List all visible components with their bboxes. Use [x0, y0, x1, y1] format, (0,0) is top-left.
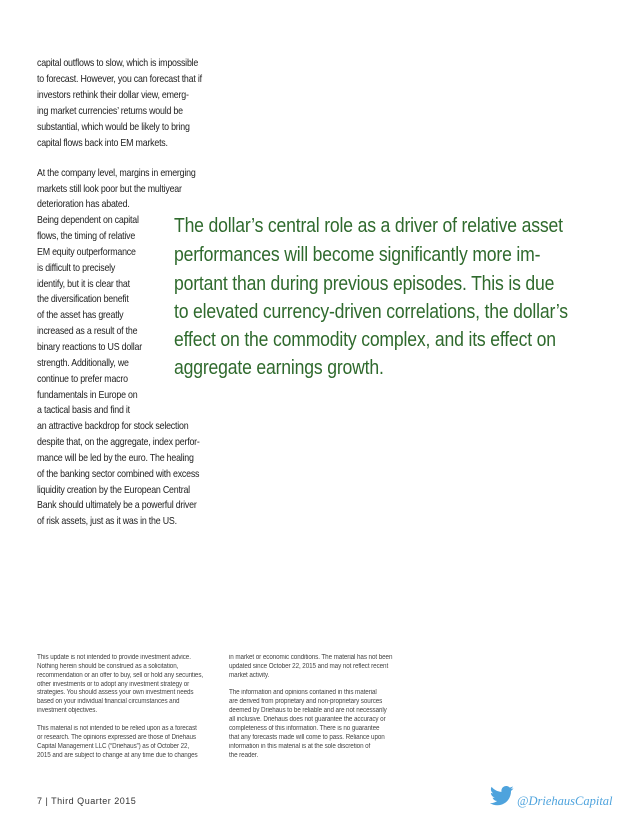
- body-line: flows, the timing of relative: [37, 231, 136, 242]
- body-line: binary reactions to US dollar: [37, 342, 143, 353]
- body-line: despite that, on the aggregate, index perfor-: [37, 437, 200, 448]
- disclaimer-line: based on your individual financial circumstances and: [37, 698, 180, 705]
- body-line: capital outflows to slow, which is impossible: [37, 58, 199, 69]
- disclaimer-line: investment objectives.: [37, 707, 98, 714]
- disclaimer-line: Nothing herein should be construed as a solicitation,: [37, 663, 179, 670]
- pull-quote-line: aggregate earnings growth.: [174, 357, 384, 379]
- disclaimer-line: are derived from proprietary and non-proprietary sources: [229, 698, 383, 705]
- disclaimer-line: deemed by Driehaus to be reliable and are not necessarily: [229, 707, 387, 714]
- disclaimer-line: that any forecasts made will come to pass. Reliance upon: [229, 734, 385, 741]
- body-line: of risk assets, just as it was in the US.: [37, 516, 177, 527]
- body-line: deterioration has abated.: [37, 199, 130, 210]
- body-line: the diversification benefit: [37, 294, 129, 305]
- body-line: Bank should ultimately be a powerful driver: [37, 500, 197, 511]
- body-line: markets still look poor but the multiyear: [37, 184, 182, 195]
- body-line: ing market currencies’ returns would be: [37, 106, 183, 117]
- body-line: mance will be led by the euro. The healing: [37, 453, 194, 464]
- disclaimer-line: information in this material is at the sole discretion of: [229, 743, 371, 750]
- page-footer-label: 7 | Third Quarter 2015: [37, 796, 137, 806]
- body-line: an attractive backdrop for stock selection: [37, 421, 189, 432]
- disclaimer-line: strategies. You should assess your own investment needs: [37, 689, 194, 696]
- disclaimer-line: recommendation or an offer to buy, sell or hold any securities,: [37, 672, 204, 679]
- body-line: identify, but it is clear that: [37, 279, 130, 290]
- body-line: fundamentals in Europe on: [37, 390, 138, 401]
- pull-quote-line: portant than during previous episodes. This is due: [174, 273, 555, 295]
- pull-quote-line: effect on the commodity complex, and its effect on: [174, 329, 556, 351]
- body-line: to forecast. However, you can forecast that if: [37, 74, 202, 85]
- disclaimer-line: This material is not intended to be relied upon as a forecast: [37, 725, 197, 732]
- body-line: increased as a result of the: [37, 326, 138, 337]
- disclaimer-line: completeness of this information. There is no guarantee: [229, 725, 380, 732]
- pull-quote-line: performances will become significantly more im-: [174, 244, 541, 266]
- disclaimer-line: other investments or to adopt any investment strategy or: [37, 681, 190, 688]
- body-line: capital flows back into EM markets.: [37, 138, 168, 149]
- body-line: is difficult to precisely: [37, 263, 116, 274]
- disclaimer-line: The information and opinions contained in this material: [229, 689, 377, 696]
- pull-quote-line: to elevated currency-driven correlations, the dollar’s: [174, 301, 568, 323]
- disclaimer-line: market activity.: [229, 672, 270, 679]
- disclaimer-line: the reader.: [229, 752, 259, 759]
- disclaimer-line: 2015 and are subject to change at any time due to changes: [37, 752, 198, 759]
- body-line: At the company level, margins in emerging: [37, 168, 196, 179]
- body-line: of the asset has greatly: [37, 310, 124, 321]
- body-line: substantial, which would be likely to bring: [37, 122, 190, 133]
- twitter-handle: @DriehausCapital: [517, 794, 613, 808]
- pull-quote-line: The dollar’s central role as a driver of relative asset: [174, 215, 563, 237]
- body-line: Being dependent on capital: [37, 215, 139, 226]
- body-line: EM equity outperformance: [37, 247, 136, 258]
- body-line: a tactical basis and find it: [37, 405, 130, 416]
- body-line: liquidity creation by the European Central: [37, 485, 190, 496]
- body-line: investors rethink their dollar view, emerg-: [37, 90, 189, 101]
- body-line: continue to prefer macro: [37, 374, 128, 385]
- disclaimer-line: Capital Management LLC (“Driehaus”) as of October 22,: [37, 743, 190, 750]
- disclaimer-line: This update is not intended to provide investment advice.: [37, 654, 191, 661]
- disclaimer-line: all inclusive. Driehaus does not guarantee the accuracy or: [229, 716, 386, 723]
- body-line: of the banking sector combined with excess: [37, 469, 200, 480]
- disclaimer-line: or research. The opinions expressed are those of Driehaus: [37, 734, 197, 741]
- disclaimer-line: in market or economic conditions. The material has not been: [229, 654, 393, 661]
- disclaimer-line: updated since October 22, 2015 and may not reflect recent: [229, 663, 389, 670]
- body-line: strength. Additionally, we: [37, 358, 129, 369]
